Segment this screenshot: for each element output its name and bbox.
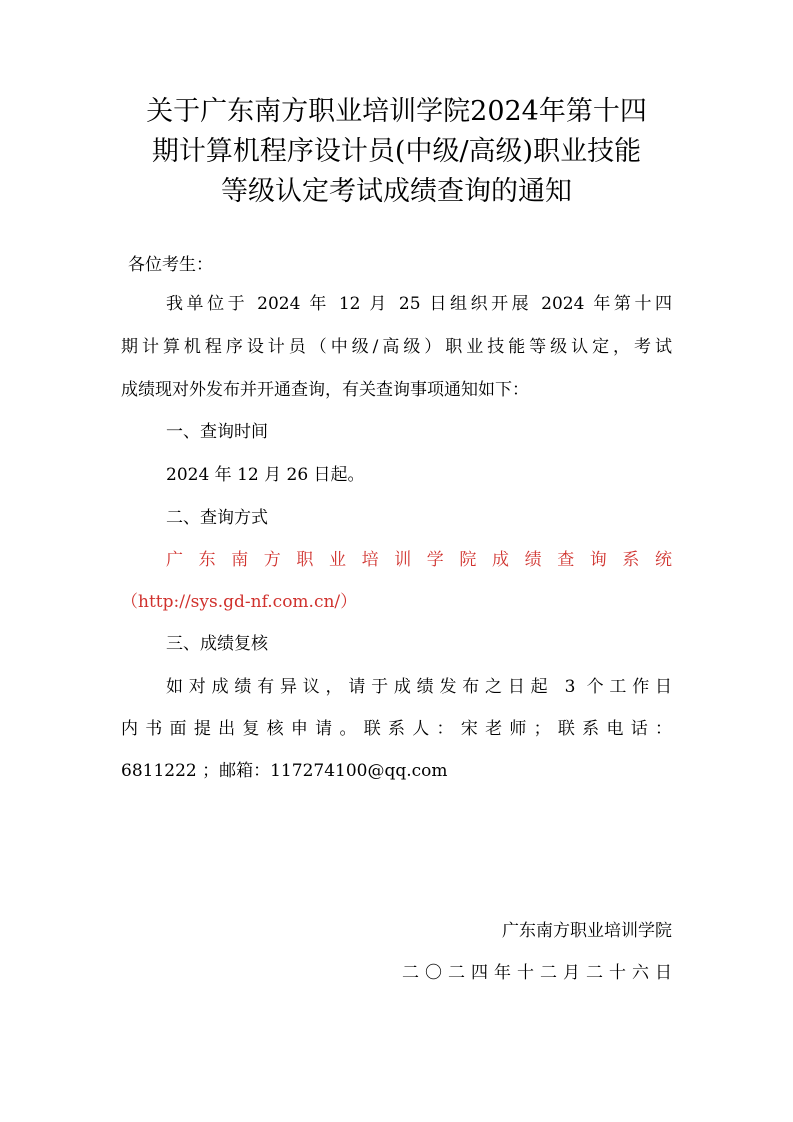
intro-line-2: 期计算机程序设计员（中级/高级）职业技能等级认定，考试 bbox=[121, 337, 672, 357]
review-line-1: 如对成绩有异议，请于成绩发布之日起 3 个工作日 bbox=[166, 677, 672, 697]
review-line-3: 6811222 ；邮箱：117274100@qq.com bbox=[121, 761, 448, 781]
query-system-link[interactable]: 广东南方职业培训学院成绩查询系统 bbox=[166, 550, 672, 570]
section-heading-query-time: 一、查询时间 bbox=[166, 422, 268, 442]
document-title bbox=[100, 92, 693, 212]
title-line-1: 关于广东南方职业培训学院2024年第十四 bbox=[146, 96, 647, 127]
review-line-2: 内书面提出复核申请。联系人：宋老师；联系电话： bbox=[121, 719, 672, 739]
title-line-2: 期计算机程序设计员(中级/高级)职业技能 bbox=[151, 136, 642, 167]
salutation: 各位考生： bbox=[128, 255, 213, 275]
intro-line-3: 成绩现对外发布并开通查询，有关查询事项通知如下： bbox=[121, 380, 529, 400]
intro-line-1: 我单位于 2024 年 12 月 25 日组织开展 2024 年第十四 bbox=[166, 294, 672, 314]
signature-date: 二〇二四年十二月二十六日 bbox=[402, 963, 672, 983]
query-time-text: 2024 年 12 月 26 日起。 bbox=[166, 465, 365, 485]
section-heading-review: 三、成绩复核 bbox=[166, 634, 268, 654]
signature-organization: 广东南方职业培训学院 bbox=[502, 921, 672, 941]
query-system-url[interactable]: （http://sys.gd-nf.com.cn/） bbox=[121, 592, 358, 612]
section-heading-query-method: 二、查询方式 bbox=[166, 508, 268, 528]
title-line-3: 等级认定考试成绩查询的通知 bbox=[221, 176, 572, 207]
